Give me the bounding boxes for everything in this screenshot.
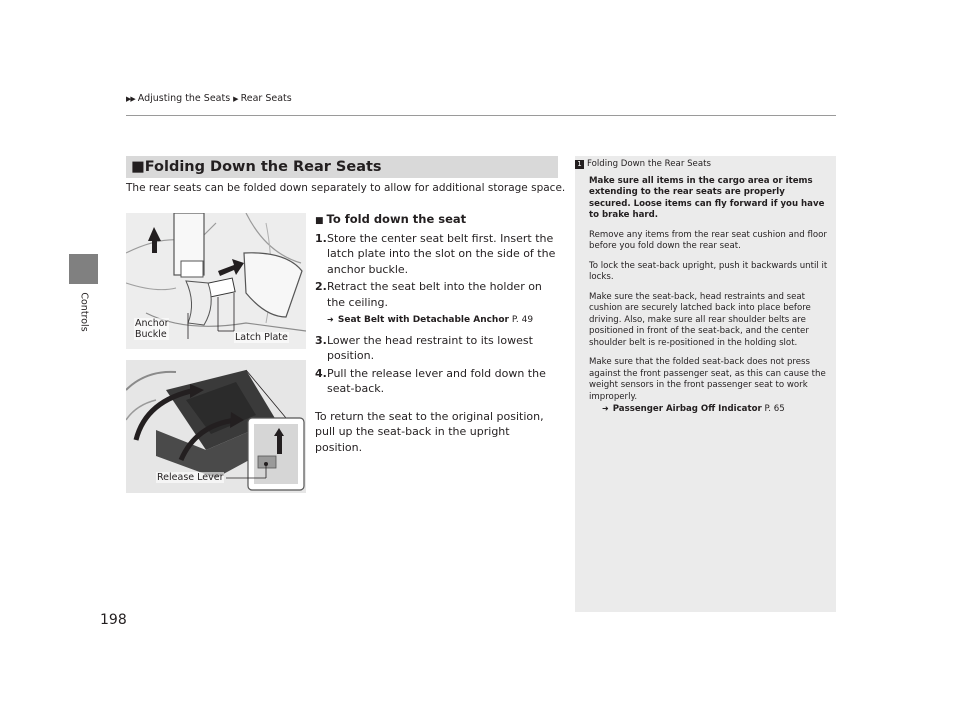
side-note	[575, 156, 836, 612]
latch-plate-label: Latch Plate	[235, 332, 288, 343]
airbag-xref-link[interactable]: ➜ Passenger Airbag Off Indicator P. 65	[602, 404, 785, 414]
seat-belt-xref-link[interactable]: ➜ Seat Belt with Detachable Anchor P. 49	[327, 312, 560, 329]
seat-belt-illustration	[126, 213, 306, 349]
xref-arrow-icon: ➜	[327, 315, 334, 324]
section-title: ■Folding Down the Rear Seats	[131, 159, 382, 175]
breadcrumb-parent[interactable]: Adjusting the Seats	[137, 93, 231, 104]
return-instructions: To return the seat to the original position, pull up the seat-back in the upright position.	[315, 409, 544, 454]
procedure	[315, 212, 560, 455]
breadcrumb	[126, 93, 292, 104]
chapter-label: Controls	[78, 292, 90, 332]
seat-fold-illustration	[126, 360, 306, 493]
note-warning: Make sure all items in the cargo area or items extending to the rear seats are properly secured. Loose items can fly forward if you have to brake hard.	[589, 175, 825, 220]
note-marker-icon: 1	[575, 160, 584, 169]
note-heading: 1 Folding Down the Rear Seats	[575, 156, 836, 171]
step-item: 3. Lower the head restraint to its lowest position.	[315, 333, 533, 362]
header-rule	[126, 115, 836, 116]
step-item: 2. Retract the seat belt into the holder on the ceiling.	[315, 280, 542, 309]
breadcrumb-arrow-icon: ▶	[233, 94, 238, 103]
anchor-label: Anchor Buckle	[135, 318, 169, 340]
breadcrumb-current[interactable]: Rear Seats	[240, 93, 292, 104]
section-heading-bar	[126, 156, 558, 178]
step-item: 1. Store the center seat belt first. Insert the latch plate into the slot on the side of the anchor buckle.	[315, 231, 556, 276]
procedure-title: ■ To fold down the seat	[315, 212, 467, 226]
note-paragraph: To lock the seat-back upright, push it backwards until it locks.	[589, 260, 828, 282]
breadcrumb-arrow-icon: ▶▶	[126, 94, 135, 103]
xref-arrow-icon: ➜	[602, 404, 609, 413]
step-item: 4. Pull the release lever and fold down the seat-back.	[315, 366, 546, 395]
intro-text: The rear seats can be folded down separately to allow for additional storage space.	[126, 182, 566, 194]
chapter-tab	[69, 254, 98, 284]
note-paragraph: Make sure that the folded seat-back does not press against the front passenger seat, as this can cause the weight sensors in the front passenger seat to work improperly.	[589, 357, 826, 402]
release-lever-label: Release Lever	[157, 472, 224, 483]
note-paragraph: Make sure the seat-back, head restraints and seat cushion are securely latched back into place before driving. Also, make sure all rear shoulder belts are positioned in front of the seat-back, and the center shoulder belt is re-positioned in the holding slot.	[589, 291, 811, 348]
note-paragraph: Remove any items from the rear seat cushion and floor before you fold down the rear seat.	[589, 229, 827, 251]
page-number: 198	[100, 612, 127, 628]
